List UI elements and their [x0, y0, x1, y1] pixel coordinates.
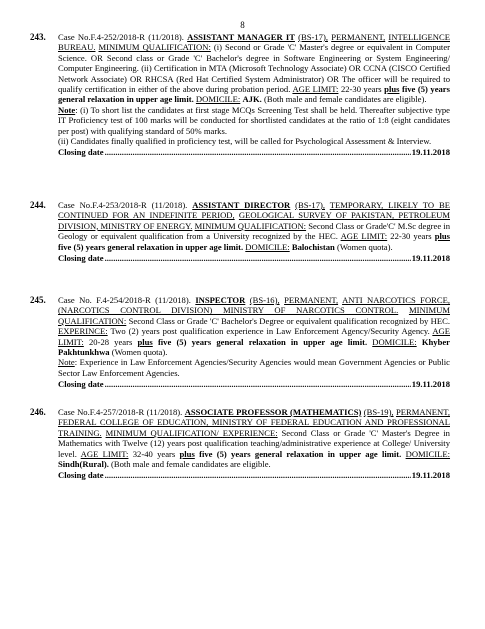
age-limit-text: 22-30 years: [390, 231, 432, 242]
domicile-value: AJK.: [242, 94, 262, 105]
qualification-label: MINIMUM QUALIFICATION:: [194, 220, 307, 231]
age-limit-text: 20-28 years: [88, 336, 133, 347]
domicile-value: Balochistan: [291, 241, 335, 252]
post-grade: (BS-17),: [298, 32, 328, 42]
post-grade: (BS-17),: [295, 200, 326, 210]
qualification-label: MINIMUM QUALIFICATION/ EXPERIENCE:: [105, 427, 278, 438]
plus-word: plus: [179, 448, 195, 459]
entry-description: [58, 295, 450, 357]
entry-body: [58, 407, 450, 481]
closing-date-line: [58, 253, 450, 263]
closing-date-label: Closing date: [58, 147, 104, 158]
entry-description: [58, 200, 450, 252]
post-title: ASSISTANT DIRECTOR: [192, 200, 291, 210]
eligibility-note: (Both male and female candidates are eligible).: [263, 94, 427, 105]
page-number: 8: [240, 20, 245, 30]
age-limit-label: AGE LIMIT:: [58, 326, 450, 347]
closing-date-value: 19.11.2018: [411, 470, 450, 481]
plus-word: plus: [384, 84, 400, 95]
leader-dots: [105, 379, 411, 389]
entry-number: 243.: [30, 32, 46, 42]
relaxation-text: five (5) years general relaxation in upper age limit.: [58, 84, 450, 105]
post-grade: (BS-19),: [363, 407, 394, 417]
eligibility-note: (Women quota).: [111, 347, 168, 358]
relaxation-text: five (5) years general relaxation in upper age limit.: [199, 448, 402, 459]
leader-dots: [105, 253, 411, 263]
experience-label: EXPERINCE:: [58, 326, 108, 337]
closing-date-value: 19.11.2018: [411, 147, 450, 158]
entry-body: [58, 32, 450, 158]
note-paragraph: [58, 357, 450, 378]
organization: INTELLIGENCE BUREAU.: [58, 32, 450, 53]
closing-date-label: Closing date: [58, 379, 104, 390]
closing-date-label: Closing date: [58, 253, 104, 264]
age-limit-label: AGE LIMIT:: [292, 84, 339, 95]
qualification-text: (i) Second or Grade 'C' Master's degree or equivalent in Computer Science. OR Second class or Grade 'C' Bachelor's degree in Software Engineering or System Engineering/ Computer Engineering. (ii) Certification in MTA (Microsoft Technology Associate) OR CCNA (CISCO Certified Network Associate) OR RHCSA (Red Hat Certified System Administrator) OR The officer will be required to qualify certification in either of the above during probation period.: [58, 42, 450, 95]
post-title: ASSISTANT MANAGER IT: [187, 32, 295, 42]
qualification-text: Second Class or Grade 'C' Master's Degree in Mathematics with Twelve (12) years post qualification teaching/administrative experience at College/ University level.: [58, 427, 450, 459]
organization: FEDERAL COLLEGE OF EDUCATION, MINISTRY OF FEDERAL EDUCATION AND PROFESSIONAL TRAINING.: [58, 417, 450, 438]
age-limit-label: AGE LIMIT:: [340, 231, 388, 242]
entry-number: 245.: [30, 295, 46, 305]
note-paragraph-2: (ii) Candidates finally qualified in proficiency test, will be called for Psychological Assessment & Interview.: [58, 136, 432, 147]
post-title: ASSOCIATE PROFESSOR (MATHEMATICS): [184, 407, 362, 417]
eligibility-note: (Both male and female candidates are eligible.: [111, 459, 271, 470]
closing-date-line: [58, 470, 450, 480]
note-label: Note: [58, 357, 75, 368]
note-label: Note: [58, 104, 76, 115]
eligibility-note: (Women quota).: [337, 241, 393, 252]
entry-body: [58, 200, 450, 263]
note-text: : (i) To short list the candidates at first stage MCQs Screening Test shall be held. Thereafter subjective type IT Proficiency test of 100 marks will be conducted for shortlisted candidates at the ratio of 1:8 (eight candidates per post) with qualifying standard of 50% marks.: [58, 104, 450, 136]
qualification-label: MINIMUM QUALIFICATION:: [58, 305, 450, 326]
leader-dots: [105, 470, 411, 480]
experience-text: Two (2) years post qualification experience in Law Enforcement Agency/Security Agency.: [110, 326, 430, 337]
relaxation-text: five (5) years general relaxation in upper age limit.: [157, 336, 368, 347]
qualification-text: Second Class or Grade 'C' Bachelor's Degree or equivalent qualification recognized by HEC.: [128, 315, 450, 326]
organization: GEOLOGICAL SURVEY OF PAKISTAN, PETROLEUM DIVISION, MINISTRY OF ENERGY.: [58, 210, 450, 231]
plus-word: plus: [434, 231, 450, 242]
age-limit-text: 22-30 years: [340, 84, 382, 95]
case-number: Case No.F.4-253/2018-R (11/2018).: [58, 200, 188, 210]
entry-description: [58, 407, 450, 469]
case-number: Case No.F.4-252/2018-R (11/2018).: [58, 32, 184, 42]
entry-number: 244.: [30, 200, 46, 210]
post-tenure: PERMANENT,: [284, 295, 339, 305]
post-tenure: TEMPORARY, LIKELY TO BE CONTINUED FOR AN INDEFINITE PERIOD,: [58, 200, 450, 221]
closing-date-value: 19.11.2018: [411, 379, 450, 390]
post-title: INSPECTOR: [195, 295, 246, 305]
domicile-label: DOMICILE:: [405, 448, 451, 459]
closing-date-line: [58, 147, 450, 157]
leader-dots: [105, 147, 411, 157]
closing-date-value: 19.11.2018: [411, 253, 450, 264]
domicile-value: Sindh(Rural).: [58, 459, 109, 470]
closing-date-line: [58, 379, 450, 389]
domicile-value: Khyber Pakhtunkhwa: [58, 336, 450, 358]
domicile-label: DOMICILE:: [245, 241, 290, 252]
entry-body: [58, 295, 450, 390]
domicile-label: DOMICILE:: [372, 336, 417, 347]
age-limit-text: 32-40 years: [132, 448, 176, 459]
post-tenure: PERMANENT,: [331, 32, 386, 42]
case-number: Case No. F.4-254/2018-R (11/2018).: [58, 295, 191, 305]
note-text: : Experience in Law Enforcement Agencies/Security Agencies would mean Government Agencies or Public Sector Law Enforcement Agencies.: [58, 357, 450, 378]
entry-number: 246.: [30, 407, 46, 417]
entry-description: [58, 32, 450, 105]
qualification-text: Second Class or Grade'C' M.Sc degree in Geology or equivalent qualification from a University recognized by the HEC.: [58, 220, 450, 242]
post-grade: (BS-16),: [249, 295, 280, 305]
organization: ANTI NARCOTICS FORCE, (NARCOTICS CONTROL DIVISION) MINISTRY OF NARCOTICS CONTROL.: [58, 295, 451, 316]
relaxation-text: five (5) years general relaxation in upper age limit.: [58, 241, 244, 252]
age-limit-label: AGE LIMIT:: [80, 448, 129, 459]
domicile-label: DOMICILE:: [195, 94, 241, 105]
note-paragraph: [58, 105, 450, 136]
post-tenure: PERMANENT,: [395, 407, 450, 417]
closing-date-label: Closing date: [58, 470, 104, 481]
case-number: Case No.F.4-257/2018-R (11/2018).: [58, 407, 183, 417]
plus-word: plus: [137, 336, 153, 347]
qualification-label: MINIMUM QUALIFICATION:: [98, 42, 211, 53]
